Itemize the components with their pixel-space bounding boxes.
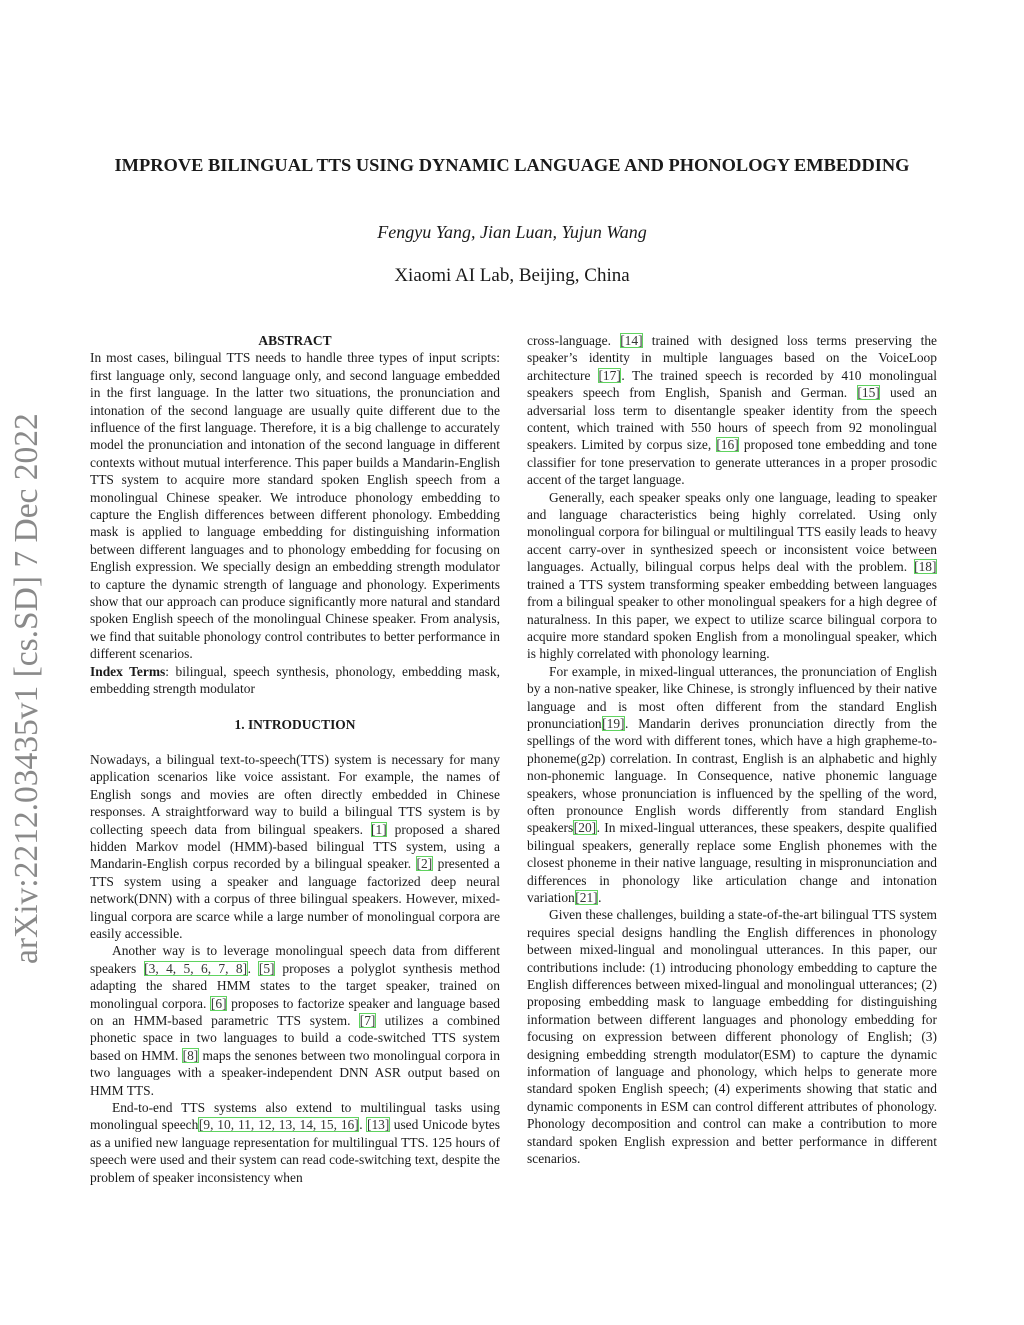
citation-link[interactable]: [20] bbox=[573, 820, 597, 836]
paper-affiliation: Xiaomi AI Lab, Beijing, China bbox=[394, 265, 630, 286]
intro-paragraph-7: Given these challenges, building a state-of-the-art bilingual TTS system requires special designs handling the English differences in phonology between mixed-lingual and monolingual utterances. In this paper, our contributions include: (1) introducing phonology embedding to capture the English differences between mixed-lingual and monolingual utterances; (2) proposing embedding mask to language embedding for distinguishing information between different languages and phonology embedding for focusing on expression between different phonology of English; (3) designing embedding strength modulator(ESM) to capture the dynamic information of language and phonology, which helps to generate more standard spoken English speech; (4) experiments showing that static and dynamic components in ESM can control different attributes of phonology. Phonology decomposition and control can make a contribution to more standard spoken English expression and better performance in different scenarios. bbox=[527, 907, 937, 1167]
left-column bbox=[90, 332, 500, 1186]
citation-link[interactable]: [7] bbox=[359, 1013, 376, 1028]
citation-link[interactable]: [18] bbox=[914, 559, 937, 575]
citation-link[interactable]: [6] bbox=[210, 995, 227, 1011]
abstract-text: In most cases, bilingual TTS needs to handle three types of input scripts: first language only, second language only, and second language embedded in the first language. In the latter two situations, the pronunciation and intonation of the second language are usually quite different due to the influence of the first language. Therefore, it is a big challenge to accurately model the pronunciation and intonation of the second language in different contexts without mutual interference. This paper builds a Mandarin-English TTS system to acquire more standard spoken English speech from a monolingual Chinese speaker. We introduce phonology embedding to capture the English differences between different phonology. Embedding mask is applied to language embedding for distinguishing information between different languages and to phonology embedding for focusing on English expression. We specially design an embedding strength modulator to capture the dynamic strength of language and phonology. Experiments show that our approach can produce significantly more natural and standard spoken English speech of the monolingual Chinese speaker. From analysis, we find that suitable phonology control contributes to better performance in different scenarios. bbox=[90, 350, 500, 662]
citation-link[interactable]: [14] bbox=[620, 333, 643, 348]
citation-link[interactable]: [13] bbox=[366, 1117, 390, 1133]
citation-link[interactable]: [1] bbox=[371, 821, 387, 837]
citation-link[interactable]: [21] bbox=[575, 890, 598, 905]
citation-link[interactable]: [9, 10, 11, 12, 13, 14, 15, 16] bbox=[198, 1117, 359, 1133]
intro-paragraph-1: Nowadays, a bilingual text-to-speech(TTS) system is necessary for many application scenarios like voice assistant. For example, the names of English songs and movies are often directly embedded in Chinese responses. A straightforward way to build a bilingual TTS system is by collecting speech data from bilingual speakers. [1] proposed a shared hidden Markov model (HMM)-based bilingual TTS system, using a Mandarin-English corpus recorded by a bilingual speaker. [2] presented a TTS system using a speaker and language factorized deep neural network(DNN) with a corpus of three bilingual speakers. However, mixed-lingual corpora are scarce while a large number of monolingual corpora are easily accessible. bbox=[90, 751, 500, 941]
index-terms-label: Index Terms bbox=[90, 663, 166, 679]
intro-paragraph-6: For example, in mixed-lingual utterances, the pronunciation of English by a non-native speaker, like Chinese, is strongly influenced by their native language and is most often different from the standard English pronunciation[19]. Mandarin derives pronunciation directly from the spellings of the word with different tones, which have a high grapheme-to-phoneme(g2p) correlation. In contrast, English is an alphabetic and highly non-phonemic language. In Consequence, native phonemic language speakers, whose pronunciation is influenced by the spelling of the word, often pronounce English words differently from standard English speakers[20]. In mixed-lingual utterances, these speakers, despite qualified bilingual speakers, generally replace some English phonemes with the closest phoneme in their native language, resulting in mispronunciation and differences in phonology like articulation change and intonation variation[21]. bbox=[527, 663, 937, 905]
abstract-heading: ABSTRACT bbox=[258, 333, 332, 348]
intro-heading: 1. INTRODUCTION bbox=[234, 716, 356, 732]
citation-link[interactable]: [15] bbox=[857, 385, 880, 401]
citation-link[interactable]: [16] bbox=[716, 437, 739, 453]
citation-link[interactable]: [2] bbox=[416, 856, 433, 872]
arxiv-stamp: arXiv:2212.03435v1 [cs.SD] 7 Dec 2022 bbox=[8, 413, 45, 964]
citation-link[interactable]: [19] bbox=[602, 715, 625, 731]
citation-link[interactable]: [5] bbox=[258, 960, 275, 976]
right-column bbox=[527, 332, 937, 1168]
citation-link[interactable]: [17] bbox=[598, 367, 621, 383]
intro-paragraph-4: cross-language. [14] trained with designed loss terms preserving the speaker’s identity in multiple languages based on the VoiceLoop architecture [17]. The trained speech is recorded by 410 monolingual speakers speech from English, Spanish and German. [15] used an adversarial loss term to disentangle speaker identity from the speech content, which trained with 550 hours of speech from 92 monolingual speakers. Limited by corpus size, [16] proposed tone embedding and tone classifier for tone preservation to generate utterances in a proper prosodic accent of the target language. bbox=[527, 333, 937, 488]
paper-authors: Fengyu Yang, Jian Luan, Yujun Wang bbox=[377, 222, 647, 242]
intro-paragraph-5: Generally, each speaker speaks only one language, leading to speaker and language characteristics being highly correlated. Using only monolingual corpora for bilingual or multilingual TTS easily leads to heavy accent carry-over in synthesized speech or inconsistent voice between languages. Actually, bilingual corpus helps deal with the problem. [18] trained a TTS system transforming speaker embedding between languages from a bilingual speaker to other monolingual speakers for a high degree of naturalness. In this paper, we expect to utilize scarce bilingual corpora to acquire more standard spoken English from a monolingual speaker, which is highly correlated with phonology learning. bbox=[527, 489, 937, 662]
citation-link[interactable]: [8] bbox=[182, 1047, 199, 1063]
index-terms-text: : bilingual, speech synthesis, phonology, embedding mask, embedding strength modulator bbox=[90, 663, 500, 697]
paper-title: IMPROVE BILINGUAL TTS USING DYNAMIC LANGUAGE AND PHONOLOGY EMBEDDING bbox=[114, 155, 910, 175]
index-terms bbox=[90, 663, 500, 698]
intro-paragraph-3: End-to-end TTS systems also extend to multilingual tasks using monolingual speech[9, 10, 11, 12, 13, 14, 15, 16]. [13] used Unicode bytes as a unified new language representation for multilingual TTS. 125 hours of speech were used and their system can read code-switching text, despite the problem of speaker inconsistency when bbox=[90, 1100, 500, 1185]
citation-link[interactable]: [3, 4, 5, 6, 7, 8] bbox=[144, 960, 248, 976]
intro-paragraph-2: Another way is to leverage monolingual speech data from different speakers [3, 4, 5, 6, 7, 8]. [5] proposes a polyglot synthesis method adapting the shared HMM states to the target speaker, trained on monolingual corpora. [6] proposes to factorize speaker and language based on an HMM-based parametric TTS system. [7] utilizes a combined phonetic space in two languages to build a code-switched TTS system based on HMM. [8] maps the senones between two monolingual corpora in two languages with a speaker-independent DNN ASR output based on HMM TTS. bbox=[90, 943, 501, 1098]
